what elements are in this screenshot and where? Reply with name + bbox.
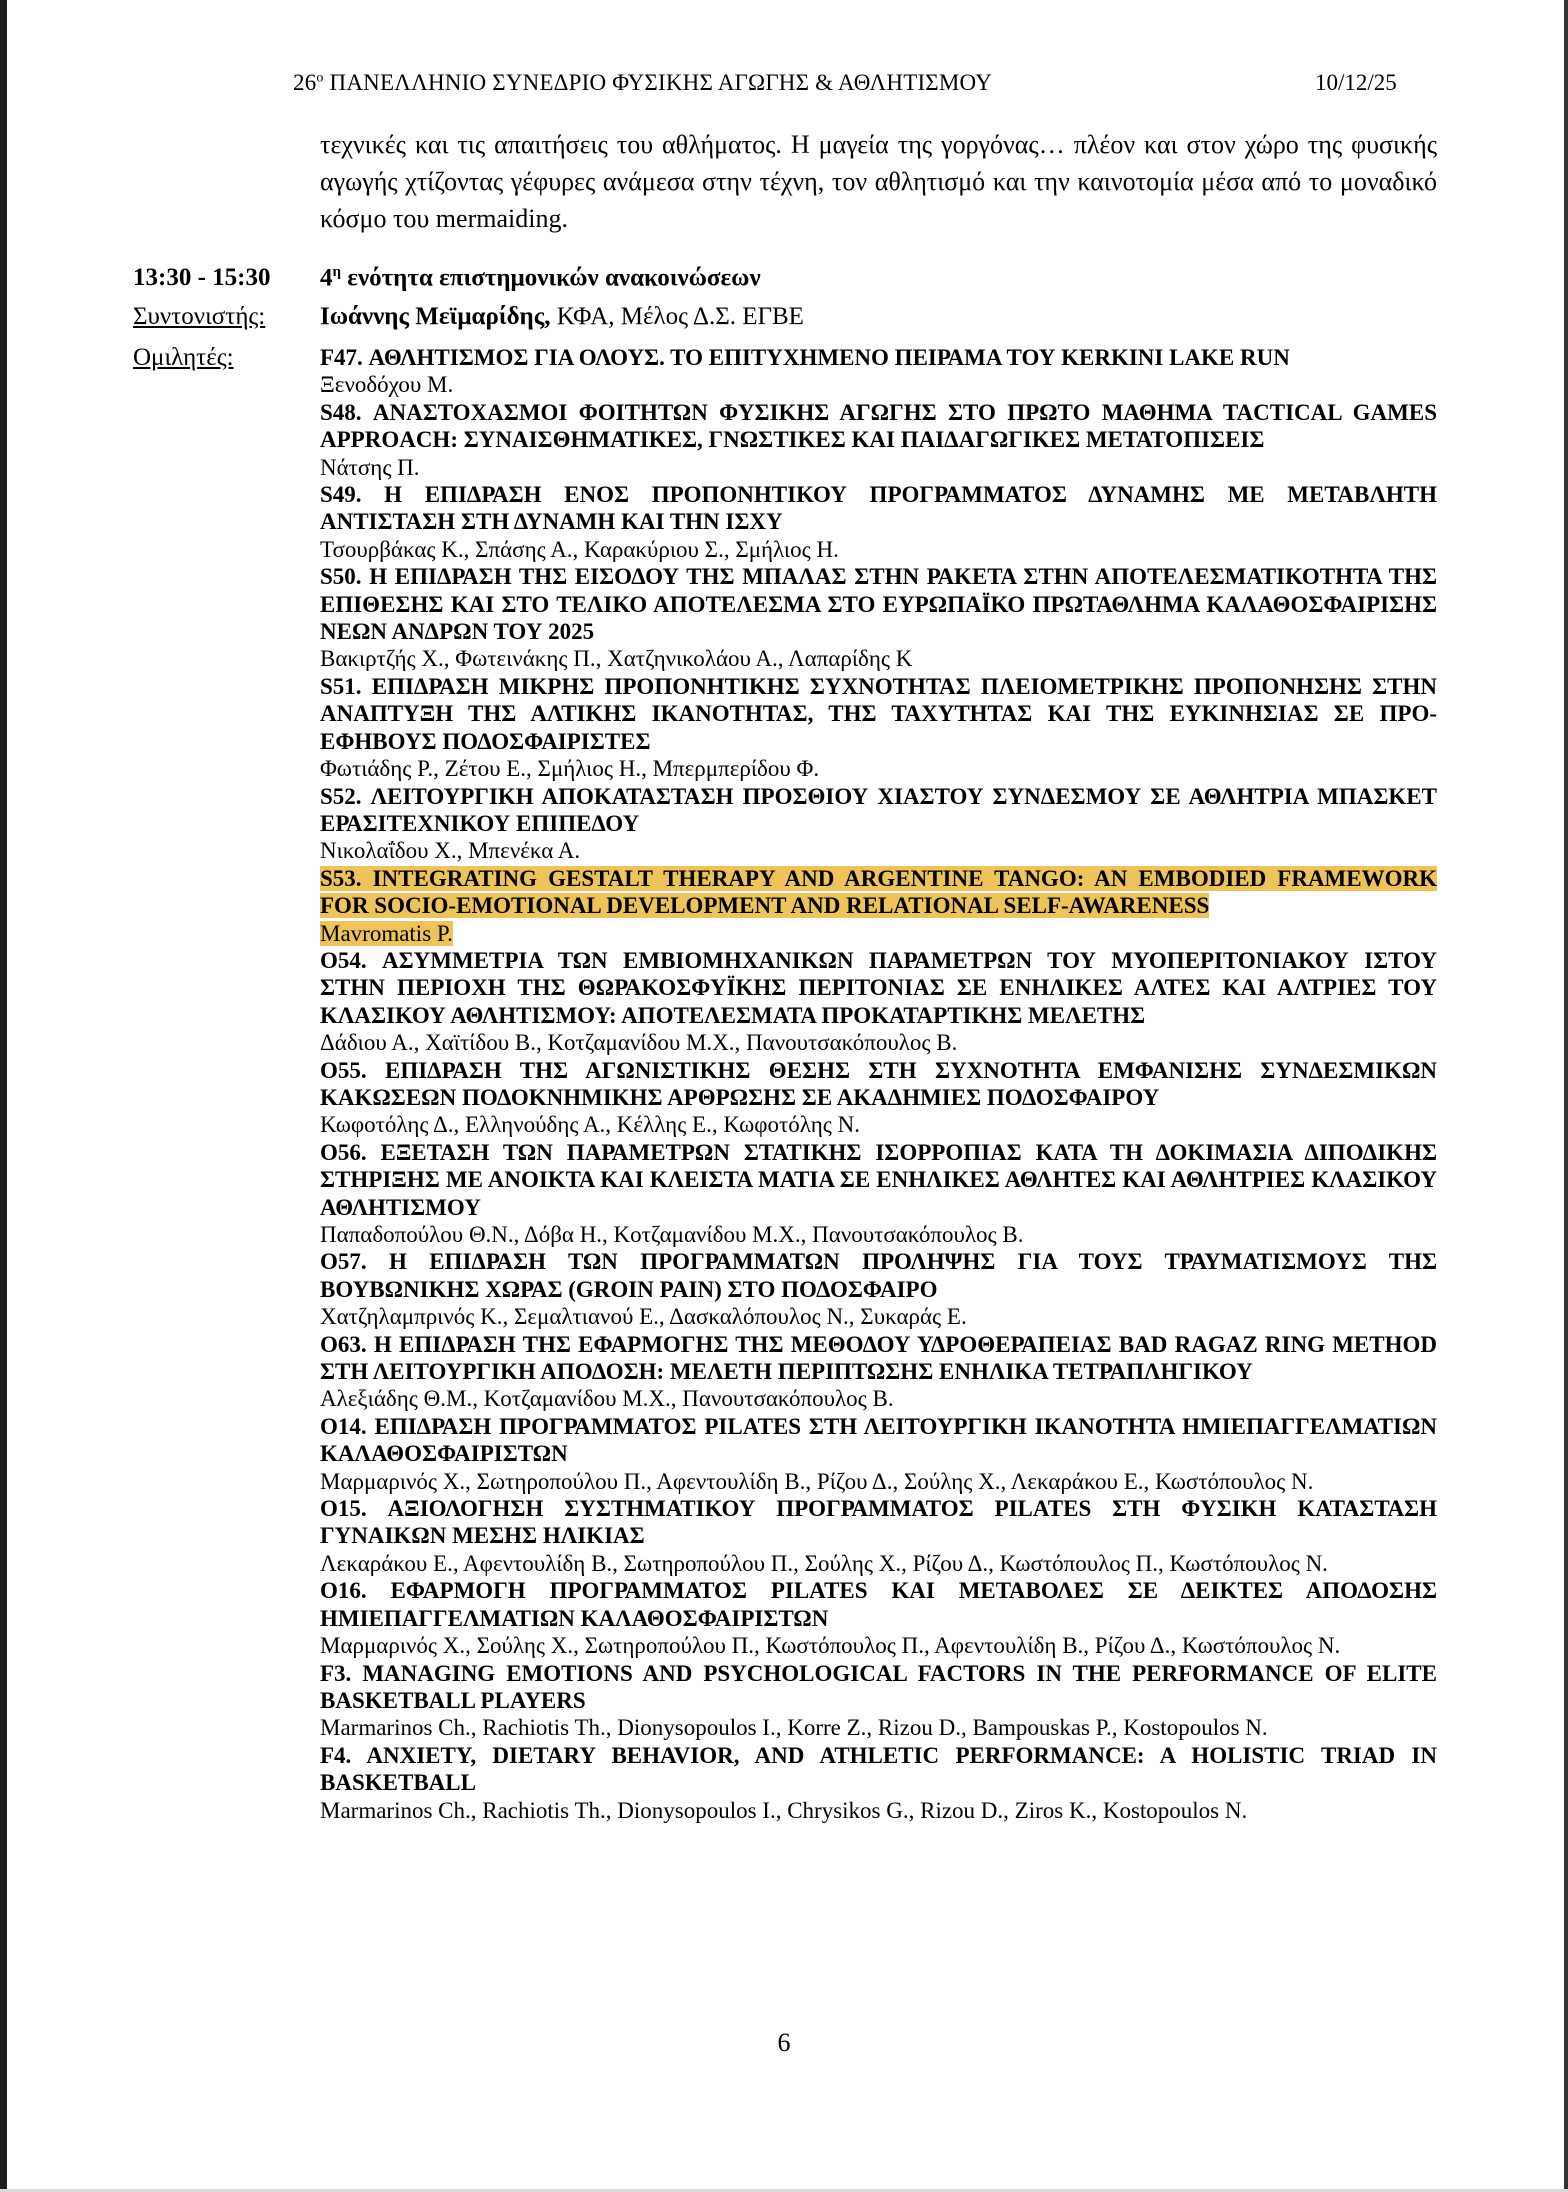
session-title-text: ενότητα επιστημονικών ανακοινώσεων	[341, 264, 761, 292]
session-block	[133, 264, 1437, 1824]
entry-title-text: S50. Η ΕΠΙΔΡΑΣΗ ΤΗΣ ΕΙΣΟΔΟΥ ΤΗΣ ΜΠΑΛΑΣ ΣΤΗΝ ΡΑΚΕΤΑ ΣΤΗΝ ΑΠΟΤΕΛΕΣΜΑΤΙΚΟΤΗΤΑ ΤΗΣ ΕΠΙΘΕΣΗΣ ΚΑΙ ΣΤΟ ΤΕΛΙΚΟ ΑΠΟΤΕΛΕΣΜΑ ΣΤΟ ΕΥΡΩΠΑΪΚΟ ΠΡΩΤΑΘΛΗΜΑ ΚΑΛΑΘΟΣΦΑΙΡΙΣΗΣ ΝΕΩΝ ΑΝΔΡΩΝ ΤΟΥ 2025	[320, 564, 1437, 645]
entry-title-text: S52. ΛΕΙΤΟΥΡΓΙΚΗ ΑΠΟΚΑΤΑΣΤΑΣΗ ΠΡΟΣΘΙΟΥ ΧΙΑΣΤΟΥ ΣΥΝΔΕΣΜΟΥ ΣΕ ΑΘΛΗΤΡΙΑ ΜΠΑΣΚΕΤ ΕΡΑΣΙΤΕΧΝΙΚΟΥ ΕΠΙΠΕΔΟΥ	[320, 783, 1437, 836]
entry-authors-text: Marmarinos Ch., Rachiotis Th., Dionysopoulos I., Chrysikos G., Rizou D., Ziros K., Kostopoulos N.	[320, 1797, 1248, 1823]
entry-authors-text: Κωφοτόλης Δ., Ελληνούδης Α., Κέλλης Ε., Κωφοτόλης Ν.	[320, 1112, 860, 1138]
entry-title	[320, 673, 1437, 755]
list-item	[320, 1331, 1437, 1413]
entry-authors	[320, 1303, 1437, 1330]
entry-authors	[320, 920, 1437, 947]
entry-title-text: S49. Η ΕΠΙΔΡΑΣΗ ΕΝΟΣ ΠΡΟΠΟΝΗΤΙΚΟΥ ΠΡΟΓΡΑΜΜΑΤΟΣ ΔΥΝΑΜΗΣ ΜΕ ΜΕΤΑΒΛΗΤΗ ΑΝΤΙΣΤΑΣΗ ΣΤΗ ΔΥΝΑΜΗ ΚΑΙ ΤΗΝ ΙΣΧΥ	[320, 482, 1437, 535]
intro-paragraph: τεχνικές και τις απαιτήσεις του αθλήματος. Η μαγεία της γοργόνας… πλέον και στον χώρο της φυσικής αγωγής χτίζοντας γέφυρες ανάμεσα στην τέχνη, τον αθλητισμό και την καινοτομία μέσα από το μοναδικό κόσμο του mermaiding.	[320, 130, 1437, 233]
entry-authors-text: Δάδιου Α., Χαϊτίδου Β., Κοτζαμανίδου Μ.Χ., Πανουτσακόπουλος Β.	[320, 1030, 958, 1056]
entry-authors	[320, 1550, 1437, 1577]
entry-authors	[320, 1111, 1437, 1138]
conference-number-superscript: ο	[316, 70, 324, 86]
list-item	[320, 1742, 1437, 1824]
entry-title	[320, 1139, 1437, 1221]
entry-authors-text: Βακιρτζής Χ., Φωτεινάκης Π., Χατζηνικολάου Α., Λαπαρίδης Κ	[320, 646, 913, 672]
list-item	[320, 1660, 1437, 1742]
entry-authors	[320, 837, 1437, 864]
entry-authors-text: Μαρμαρινός Χ., Σωτηροπούλου Π., Αφεντουλίδη Β., Ρίζου Δ., Σούλης Χ., Λεκαράκου Ε., Κωστόπουλος Ν.	[320, 1468, 1314, 1494]
entry-title	[320, 783, 1437, 838]
moderator-affiliation: ΚΦΑ, Μέλος Δ.Σ. ΕΓΒΕ	[550, 303, 804, 330]
entry-authors	[320, 1468, 1437, 1495]
entry-title	[320, 1577, 1437, 1632]
entry-title	[320, 563, 1437, 645]
entry-title-text: O63. Η ΕΠΙΔΡΑΣΗ ΤΗΣ ΕΦΑΡΜΟΓΗΣ ΤΗΣ ΜΕΘΟΔΟΥ ΥΔΡΟΘΕΡΑΠΕΙΑΣ BAD RAGAZ RING METHOD ΣΤΗ ΛΕΙΤΟΥΡΓΙΚΗ ΑΠΟΔΟΣΗ: ΜΕΛΕΤΗ ΠΕΡΙΠΤΩΣΗΣ ΕΝΗΛΙΚΑ ΤΕΤΡΑΠΛΗΓΙΚΟΥ	[320, 1331, 1437, 1385]
entry-authors-text: Μαρμαρινός Χ., Σούλης Χ., Σωτηροπούλου Π., Κωστόπουλος Π., Αφεντουλίδη Β., Ρίζου Δ., Κωστόπουλος Ν.	[320, 1633, 1341, 1659]
list-item	[320, 563, 1437, 673]
entry-authors-text: Mavromatis P.	[320, 920, 453, 946]
page-left-edge	[0, 0, 7, 2192]
entry-authors	[320, 371, 1437, 398]
entry-authors-text: Νάτσης Π.	[320, 454, 420, 480]
entry-title-text: F4. ANXIETY, DIETARY BEHAVIOR, AND ATHLETIC PERFORMANCE: A HOLISTIC TRIAD IN BASKETBALL	[320, 1742, 1437, 1796]
entry-authors	[320, 536, 1437, 563]
session-number: 4	[320, 264, 333, 292]
list-item	[320, 673, 1437, 783]
entry-authors	[320, 1221, 1437, 1248]
entry-authors-text: Φωτιάδης Ρ., Ζέτου Ε., Σμήλιος Η., Μπερμπερίδου Φ.	[320, 756, 820, 782]
entry-title	[320, 1331, 1437, 1386]
entry-title-text: F47. ΑΘΛΗΤΙΣΜΟΣ ΓΙΑ ΟΛΟΥΣ. ΤΟ ΕΠΙΤΥΧΗΜΕΝΟ ΠΕΙΡΑΜΑ ΤΟΥ KERKINI LAKE RUN	[320, 345, 1290, 370]
entry-title	[320, 1248, 1437, 1303]
entry-authors	[320, 1029, 1437, 1056]
entry-authors-text: Τσουρβάκας Κ., Σπάσης Α., Καρακύριου Σ., Σμήλιος Η.	[320, 536, 839, 562]
entry-title	[320, 1057, 1437, 1112]
entry-authors-text: Παπαδοπούλου Θ.Ν., Δόβα Η., Κοτζαμανίδου Μ.Χ., Πανουτσακόπουλος Β.	[320, 1222, 1024, 1247]
entry-title	[320, 1413, 1437, 1468]
entry-title	[320, 344, 1437, 371]
entry-title	[320, 865, 1437, 920]
entry-authors-text: Marmarinos Ch., Rachiotis Th., Dionysopoulos I., Korre Z., Rizou D., Bampouskas P., Kostopoulos N.	[320, 1715, 1268, 1741]
speakers-label: Ομιλητές:	[133, 344, 234, 371]
session-time: 13:30 - 15:30	[133, 264, 271, 291]
header-date: 10/12/25	[1315, 70, 1397, 95]
entry-authors	[320, 454, 1437, 481]
page-number: 6	[777, 2028, 791, 2057]
entry-title-text: S51. ΕΠΙΔΡΑΣΗ ΜΙΚΡΗΣ ΠΡΟΠΟΝΗΤΙΚΗΣ ΣΥΧΝΟΤΗΤΑΣ ΠΛΕΙΟΜΕΤΡΙΚΗΣ ΠΡΟΠΟΝΗΣΗΣ ΣΤΗΝ ΑΝΑΠΤΥΞΗ ΤΗΣ ΑΛΤΙΚΗΣ ΙΚΑΝΟΤΗΤΑΣ, ΤΗΣ ΤΑΧΥΤΗΤΑΣ ΚΑΙ ΤΗΣ ΕΥΚΙΝΗΣΙΑΣ ΣΕ ΠΡΟ-ΕΦΗΒΟΥΣ ΠΟΔΟΣΦΑΙΡΙΣΤΕΣ	[320, 673, 1437, 754]
page-right-edge	[1564, 0, 1568, 2192]
moderator-name: Ιωάννης Μεϊμαρίδης,	[320, 303, 551, 330]
entry-title	[320, 1495, 1437, 1550]
moderator-label: Συντονιστής:	[133, 303, 266, 330]
list-item	[320, 481, 1437, 563]
entry-title	[320, 1660, 1437, 1715]
entry-title-text: S48. ΑΝΑΣΤΟΧΑΣΜΟΙ ΦΟΙΤΗΤΩΝ ΦΥΣΙΚΗΣ ΑΓΩΓΗΣ ΣΤΟ ΠΡΩΤΟ ΜΑΘΗΜΑ TACTICAL GAMES APPROACH: ΣΥΝΑΙΣΘΗΜΑΤΙΚΕΣ, ΓΝΩΣΤΙΚΕΣ ΚΑΙ ΠΑΙΔΑΓΩΓΙΚΕΣ ΜΕΤΑΤΟΠΙΣΕΙΣ	[320, 399, 1437, 453]
entry-title-text: O55. ΕΠΙΔΡΑΣΗ ΤΗΣ ΑΓΩΝΙΣΤΙΚΗΣ ΘΕΣΗΣ ΣΤΗ ΣΥΧΝΟΤΗΤΑ ΕΜΦΑΝΙΣΗΣ ΣΥΝΔΕΣΜΙΚΩΝ ΚΑΚΩΣΕΩΝ ΠΟΔΟΚΝΗΜΙΚΗΣ ΑΡΘΡΩΣΗΣ ΣΕ ΑΚΑΔΗΜΙΕΣ ΠΟΔΟΣΦΑΙΡΟΥ	[320, 1057, 1437, 1110]
list-item	[320, 344, 1437, 399]
moderator-line	[320, 303, 1437, 344]
entry-authors-text: Αλεξιάδης Θ.Μ., Κοτζαμανίδου Μ.Χ., Πανουτσακόπουλος Β.	[320, 1386, 894, 1412]
list-item	[320, 1413, 1437, 1495]
entry-authors	[320, 645, 1437, 672]
entry-authors	[320, 1714, 1437, 1741]
list-item	[320, 399, 1437, 481]
entry-title	[320, 399, 1437, 454]
entry-title-text: O57. Η ΕΠΙΔΡΑΣΗ ΤΩΝ ΠΡΟΓΡΑΜΜΑΤΩΝ ΠΡΟΛΗΨΗΣ ΓΙΑ ΤΟΥΣ ΤΡΑΥΜΑΤΙΣΜΟΥΣ ΤΗΣ ΒΟΥΒΩΝΙΚΗΣ ΧΩΡΑΣ (GROIN PAIN) ΣΤΟ ΠΟΔΟΣΦΑΙΡΟ	[320, 1249, 1437, 1302]
list-item	[320, 1057, 1437, 1139]
entry-title	[320, 481, 1437, 536]
entry-authors	[320, 1632, 1437, 1659]
entry-authors-text: Χατζηλαμπρινός Κ., Σεμαλτιανού Ε., Δασκαλόπουλος Ν., Συκαράς Ε.	[320, 1304, 967, 1330]
entry-title	[320, 1742, 1437, 1797]
entry-authors	[320, 1797, 1437, 1824]
entry-authors	[320, 1385, 1437, 1412]
list-item	[320, 1577, 1437, 1659]
conference-number: 26	[293, 70, 317, 95]
list-item	[320, 1495, 1437, 1577]
entry-title-text: F3. MANAGING EMOTIONS AND PSYCHOLOGICAL FACTORS IN THE PERFORMANCE OF ELITE BASKETBALL PLAYERS	[320, 1660, 1437, 1713]
list-item	[320, 783, 1437, 865]
list-item	[320, 1139, 1437, 1249]
entry-authors-text: Λεκαράκου Ε., Αφεντουλίδη Β., Σωτηροπούλου Π., Σούλης Χ., Ρίζου Δ., Κωστόπουλος Π., Κωστόπουλος Ν.	[320, 1550, 1328, 1576]
entry-title-text: O14. ΕΠΙΔΡΑΣΗ ΠΡΟΓΡΑΜΜΑΤΟΣ PILATES ΣΤΗ ΛΕΙΤΟΥΡΓΙΚΗ ΙΚΑΝΟΤΗΤΑ ΗΜΙΕΠΑΓΓΕΛΜΑΤΙΩΝ ΚΑΛΑΘΟΣΦΑΙΡΙΣΤΩΝ	[320, 1413, 1437, 1467]
conference-header-title	[293, 70, 992, 96]
entry-title-text: O54. ΑΣΥΜΜΕΤΡΙΑ ΤΩΝ ΕΜΒΙΟΜΗΧΑΝΙΚΩΝ ΠΑΡΑΜΕΤΡΩΝ ΤΟΥ ΜΥΟΠΕΡΙΤΟΝΙΑΚΟΥ ΙΣΤΟΥ ΣΤΗΝ ΠΕΡΙΟΧΗ ΤΗΣ ΘΩΡΑΚΟΣΦΥΪΚΗΣ ΠΕΡΙΤΟΝΙΑΣ ΣΕ ΕΝΗΛΙΚΕΣ ΑΛΤΕΣ ΚΑΙ ΑΛΤΡΙΕΣ ΤΟΥ ΚΛΑΣΙΚΟΥ ΑΘΛΗΤΙΣΜΟΥ: ΑΠΟΤΕΛΕΣΜΑΤΑ ΠΡΟΚΑΤΑΡΤΙΚΗΣ ΜΕΛΕΤΗΣ	[320, 947, 1437, 1028]
session-title	[320, 264, 1437, 303]
session-number-superscript: η	[332, 264, 342, 280]
conference-title-text: ΠΑΝΕΛΛΗΝΙΟ ΣΥΝΕΔΡΙΟ ΦΥΣΙΚΗΣ ΑΓΩΓΗΣ & ΑΘΛΗΤΙΣΜΟΥ	[323, 70, 993, 95]
entry-title-text: O15. ΑΞΙΟΛΟΓΗΣΗ ΣΥΣΤΗΜΑΤΙΚΟΥ ΠΡΟΓΡΑΜΜΑΤΟΣ PILATES ΣΤΗ ΦΥΣΙΚΗ ΚΑΤΑΣΤΑΣΗ ΓΥΝΑΙΚΩΝ ΜΕΣΗΣ ΗΛΙΚΙΑΣ	[320, 1496, 1437, 1549]
list-item	[320, 1248, 1437, 1330]
entry-title-text: O16. ΕΦΑΡΜΟΓΗ ΠΡΟΓΡΑΜΜΑΤΟΣ PILATES ΚΑΙ ΜΕΤΑΒΟΛΕΣ ΣΕ ΔΕΙΚΤΕΣ ΑΠΟΔΟΣΗΣ ΗΜΙΕΠΑΓΓΕΛΜΑΤΙΩΝ ΚΑΛΑΘΟΣΦΑΙΡΙΣΤΩΝ	[320, 1578, 1437, 1631]
entry-title-text: O56. ΕΞΕΤΑΣΗ ΤΩΝ ΠΑΡΑΜΕΤΡΩΝ ΣΤΑΤΙΚΗΣ ΙΣΟΡΡΟΠΙΑΣ ΚΑΤΑ ΤΗ ΔΟΚΙΜΑΣΙΑ ΔΙΠΟΔΙΚΗΣ ΣΤΗΡΙΞΗΣ ΜΕ ΑΝΟΙΚΤΑ ΚΑΙ ΚΛΕΙΣΤΑ ΜΑΤΙΑ ΣΕ ΕΝΗΛΙΚΕΣ ΑΘΛΗΤΕΣ ΚΑΙ ΑΘΛΗΤΡΙΕΣ ΚΛΑΣΙΚΟΥ ΑΘΛΗΤΙΣΜΟΥ	[320, 1139, 1437, 1220]
list-item	[320, 947, 1437, 1057]
entries-list	[320, 344, 1437, 1824]
entry-authors-text: Νικολαΐδου Χ., Μπενέκα Α.	[320, 838, 581, 864]
list-item	[320, 865, 1437, 947]
entry-title-text: S53. INTEGRATING GESTALT THERAPY AND ARGENTINE TANGO: AN EMBODIED FRAMEWORK FOR SOCIO-EMOTIONAL DEVELOPMENT AND RELATIONAL SELF-AWARENESS	[320, 865, 1437, 919]
entry-authors-text: Ξενοδόχου Μ.	[320, 372, 454, 398]
entry-title	[320, 947, 1437, 1029]
entry-authors	[320, 755, 1437, 782]
